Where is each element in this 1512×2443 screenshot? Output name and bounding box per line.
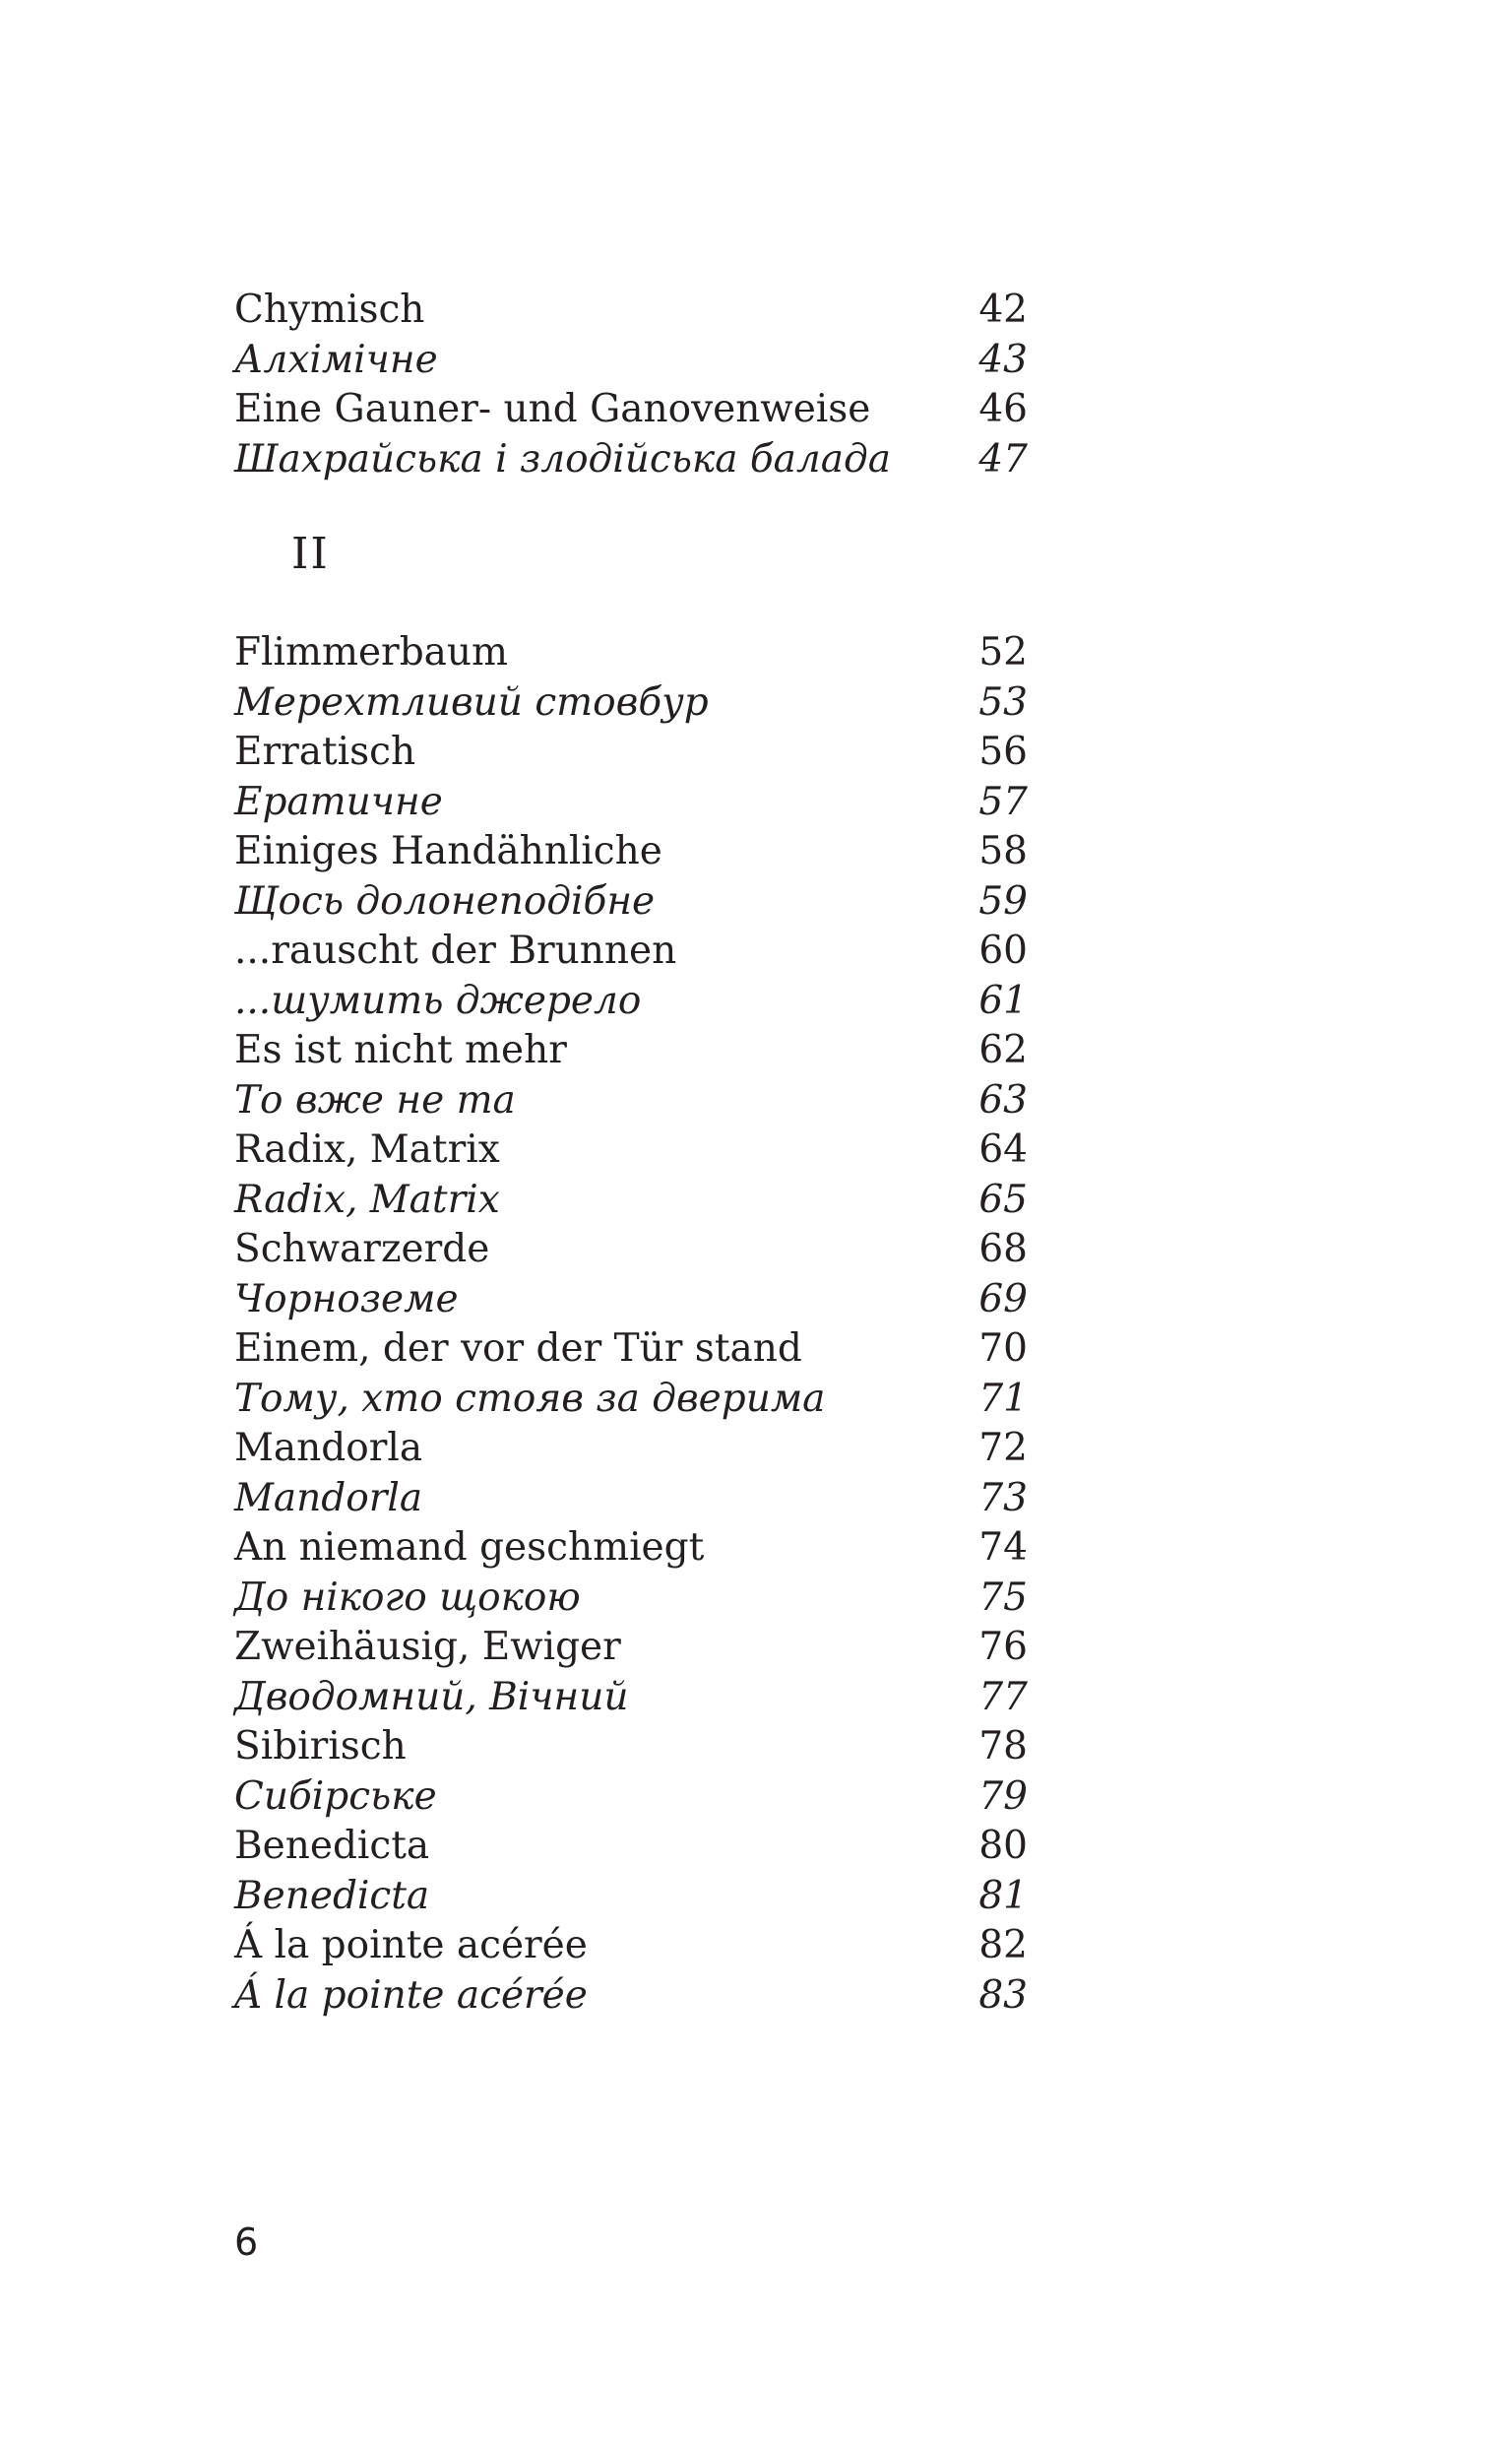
toc-entry-page: 73 [978, 1475, 1028, 1520]
toc-entry-title: Benedicta [234, 1824, 430, 1868]
toc-entry [234, 1125, 1028, 1176]
toc-entry [234, 977, 1028, 1027]
toc-entry-title: То вже не та [234, 1077, 516, 1123]
toc-entry-title: Einiges Handähnliche [234, 829, 662, 873]
toc-entry-page: 63 [978, 1077, 1028, 1123]
toc-entry [234, 1076, 1028, 1126]
toc-entry-title: An niemand geschmiegt [234, 1525, 705, 1570]
toc-entry [234, 1275, 1028, 1325]
toc-entry [234, 1225, 1028, 1275]
toc-entry-title: Чорноземе [234, 1276, 459, 1321]
toc-entry-title: Сибірське [234, 1773, 437, 1819]
toc-entry-page: 83 [978, 1972, 1028, 2018]
toc-entry [234, 728, 1028, 778]
toc-entry-title: Eine Gauner- und Ganovenweise [234, 387, 871, 431]
toc-entry-page: 42 [978, 288, 1028, 332]
toc-entry-title: Erratisch [234, 730, 416, 774]
toc-entry [234, 1574, 1028, 1624]
toc-entry-page: 71 [978, 1376, 1028, 1421]
toc-entry-page: 58 [978, 829, 1028, 873]
toc-entry-page: 68 [978, 1227, 1028, 1271]
toc-entry [234, 1921, 1028, 1971]
toc-entry [234, 827, 1028, 877]
toc-entry-title: Мерехтливий стовбур [234, 679, 709, 725]
toc-entry-page: 59 [978, 878, 1028, 924]
toc-entry-title: Дводомний, Вічний [234, 1674, 629, 1719]
toc-entry [234, 927, 1028, 977]
toc-entry-title: Щось долонеподібне [234, 878, 656, 924]
toc-entry-title: Mandorla [234, 1475, 423, 1520]
toc-entry-page: 61 [978, 978, 1028, 1023]
toc-entry-page: 80 [978, 1824, 1028, 1868]
toc-entry-page: 57 [978, 779, 1028, 824]
toc-entry-title: Es ist nicht mehr [234, 1028, 567, 1072]
toc-entry-title: Einem, der vor der Tür stand [234, 1326, 802, 1371]
toc-entry-page: 64 [978, 1127, 1028, 1172]
toc-entry-title: Schwarzerde [234, 1227, 490, 1271]
toc-entry [234, 678, 1028, 729]
toc-entry-title: ...шумить джерело [234, 978, 642, 1023]
section-heading: II [291, 529, 330, 579]
toc-entry-page: 72 [978, 1426, 1028, 1470]
toc-entry-title: Flimmerbaum [234, 630, 509, 675]
toc-entry [234, 1176, 1028, 1226]
toc-entry-title: Алхімічне [234, 337, 438, 382]
toc-entry-title: Radix, Matrix [234, 1177, 500, 1222]
toc-entry [234, 336, 1028, 386]
toc-entry-page: 47 [978, 436, 1028, 482]
toc-entry-title: Ератичне [234, 779, 443, 824]
toc-entry-title: Chymisch [234, 288, 425, 332]
toc-part-1 [234, 286, 1028, 484]
toc-entry [234, 1971, 1028, 2022]
toc-part-2 [234, 628, 1028, 2021]
toc-entry-page: 46 [978, 387, 1028, 431]
toc-entry-title: Á la pointe acérée [234, 1972, 588, 2018]
toc-entry [234, 628, 1028, 678]
toc-entry-page: 82 [978, 1923, 1028, 1967]
toc-entry-title: Sibirisch [234, 1724, 407, 1768]
toc-entry [234, 1623, 1028, 1673]
toc-entry-page: 81 [978, 1873, 1028, 1918]
toc-entry-page: 79 [978, 1773, 1028, 1819]
toc-entry-page: 77 [978, 1674, 1028, 1719]
toc-entry [234, 1722, 1028, 1772]
toc-entry [234, 435, 1028, 485]
toc-entry [234, 1375, 1028, 1425]
toc-entry [234, 1424, 1028, 1474]
toc-entry-page: 52 [978, 630, 1028, 675]
toc-entry [234, 877, 1028, 928]
toc-entry-page: 43 [978, 337, 1028, 382]
toc-entry-page: 60 [978, 929, 1028, 973]
toc-entry-title: Mandorla [234, 1426, 423, 1470]
toc-entry [234, 778, 1028, 828]
toc-entry-page: 74 [978, 1525, 1028, 1570]
toc-entry [234, 1474, 1028, 1524]
toc-entry-page: 53 [978, 679, 1028, 725]
toc-entry [234, 1523, 1028, 1574]
toc-entry-title: ...rauscht der Brunnen [234, 929, 677, 973]
page-number: 6 [234, 2220, 259, 2264]
toc-entry-page: 70 [978, 1326, 1028, 1371]
toc-entry [234, 385, 1028, 435]
toc-entry-title: До нікого щокою [234, 1575, 581, 1620]
toc-entry-title: Zweihäusig, Ewiger [234, 1625, 621, 1669]
toc-entry-title: Á la pointe acérée [234, 1923, 588, 1967]
toc-entry-page: 69 [978, 1276, 1028, 1321]
toc-entry-title: Шахрайська і злодійська балада [234, 436, 891, 482]
toc-entry-page: 65 [978, 1177, 1028, 1222]
toc-entry [234, 286, 1028, 336]
toc-entry [234, 1673, 1028, 1723]
toc-entry-title: Benedicta [234, 1873, 430, 1918]
toc-entry [234, 1324, 1028, 1375]
toc-entry [234, 1026, 1028, 1076]
toc-entry-title: Radix, Matrix [234, 1127, 500, 1172]
toc-entry-title: Тому, хто стояв за дверима [234, 1376, 826, 1421]
toc-entry-page: 62 [978, 1028, 1028, 1072]
toc-entry-page: 76 [978, 1625, 1028, 1669]
toc-entry [234, 1872, 1028, 1922]
toc-entry-page: 75 [978, 1575, 1028, 1620]
toc-entry-page: 56 [978, 730, 1028, 774]
toc-entry-page: 78 [978, 1724, 1028, 1768]
toc-entry [234, 1772, 1028, 1823]
toc-entry [234, 1822, 1028, 1872]
